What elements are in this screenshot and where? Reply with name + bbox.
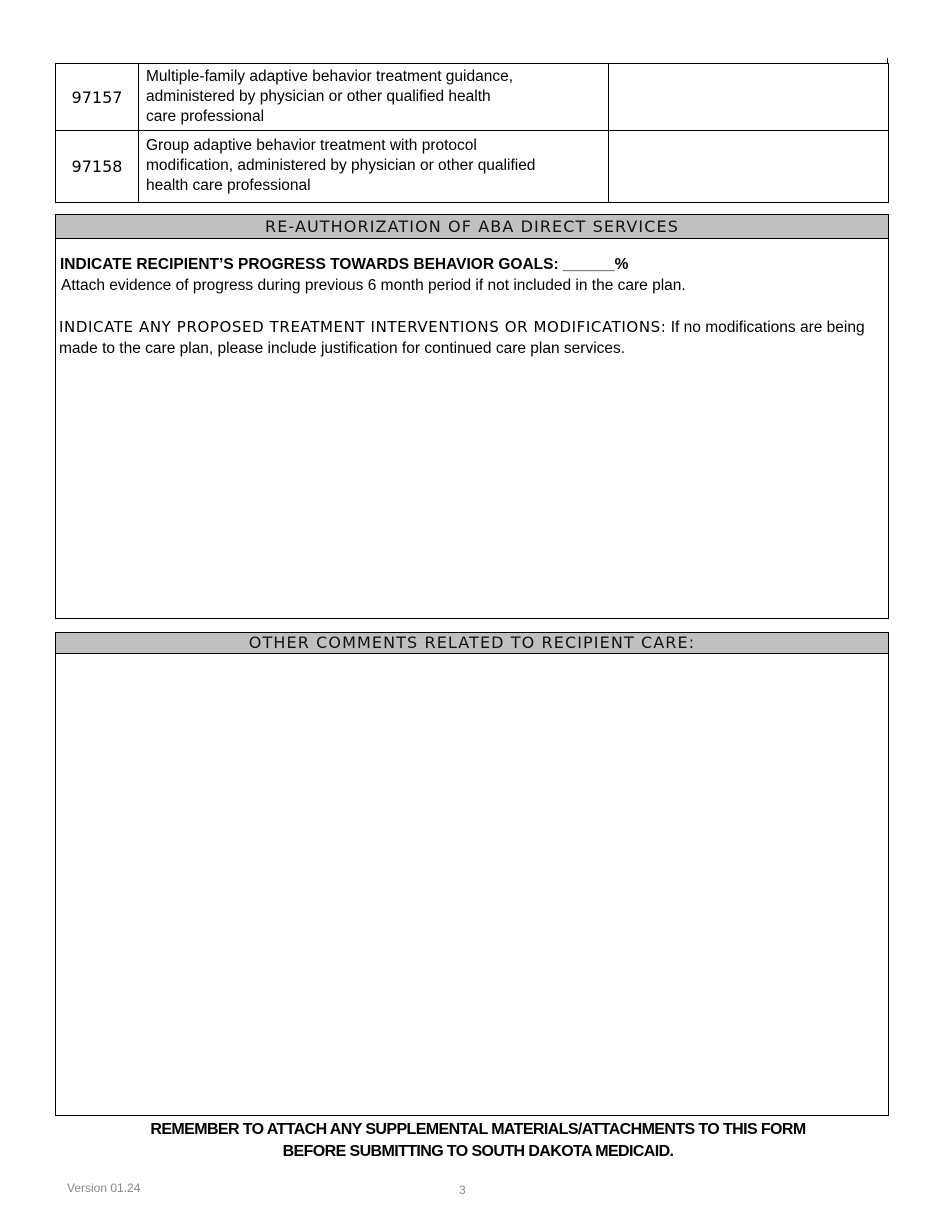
units-entry-cell[interactable] bbox=[609, 131, 889, 203]
description-line: care professional bbox=[146, 107, 265, 125]
comments-text-area[interactable] bbox=[56, 654, 888, 1115]
description-line: health care professional bbox=[146, 177, 311, 194]
description-line: Multiple-family adaptive behavior treatment guidance, bbox=[146, 67, 514, 85]
progress-percent-field[interactable]: INDICATE RECIPIENT’S PROGRESS TOWARDS BEHAVIOR GOALS: ______% bbox=[60, 256, 629, 273]
table-row bbox=[56, 64, 889, 131]
description-line: modification, administered by physician or other qualified bbox=[146, 157, 536, 174]
submission-reminder bbox=[55, 1119, 901, 1163]
table-row bbox=[56, 131, 889, 203]
attach-evidence-note: Attach evidence of progress during previous 6 month period if not included in the care plan. bbox=[61, 277, 686, 294]
interventions-field[interactable] bbox=[59, 317, 887, 359]
version-label: Version 01.24 bbox=[67, 1181, 141, 1195]
procedure-description bbox=[139, 131, 609, 203]
interventions-label: INDICATE ANY PROPOSED TREATMENT INTERVENTIONS OR MODIFICATIONS: bbox=[59, 318, 667, 336]
interventions-note: If no modifications are being made to the care plan, please include justification for continued care plan services. bbox=[59, 319, 865, 357]
procedure-code: 97157 bbox=[56, 64, 139, 131]
description-line: Group adaptive behavior treatment with protocol bbox=[146, 137, 477, 154]
section-header: OTHER COMMENTS RELATED TO RECIPIENT CARE: bbox=[56, 633, 888, 654]
procedure-description bbox=[139, 64, 609, 131]
section-header: RE-AUTHORIZATION OF ABA DIRECT SERVICES bbox=[56, 215, 888, 239]
description-line: administered by physician or other qualified health bbox=[146, 87, 491, 105]
reminder-line: REMEMBER TO ATTACH ANY SUPPLEMENTAL MATERIALS/ATTACHMENTS TO THIS FORM bbox=[150, 1121, 806, 1138]
reauthorization-section bbox=[55, 214, 889, 619]
procedure-code-table bbox=[55, 63, 889, 203]
reminder-line: BEFORE SUBMITTING TO SOUTH DAKOTA MEDICAID. bbox=[282, 1143, 674, 1160]
page-number: 3 bbox=[459, 1183, 466, 1197]
units-entry-cell[interactable] bbox=[609, 64, 889, 131]
procedure-code: 97158 bbox=[56, 131, 139, 203]
other-comments-section bbox=[55, 632, 889, 1116]
